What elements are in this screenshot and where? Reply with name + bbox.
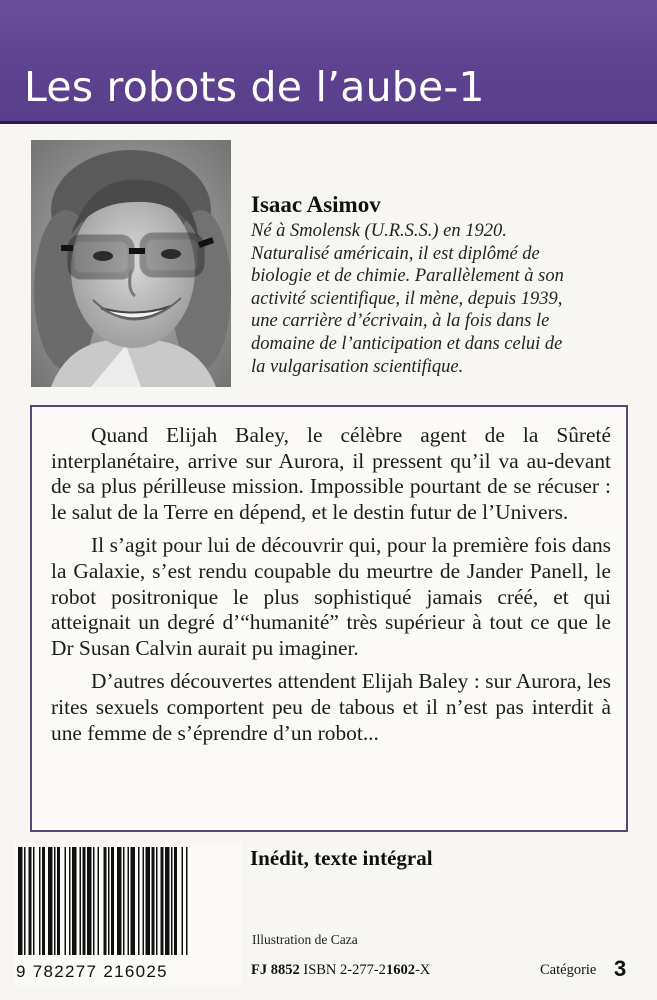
barcode-bar (54, 847, 56, 955)
barcode-bar (65, 847, 67, 955)
barcode-bar (48, 847, 53, 955)
author-bio-line: la vulgarisation scientifique. (251, 356, 464, 377)
barcode-bar (186, 847, 188, 955)
isbn-suffix: -X (414, 962, 431, 978)
barcode-bar (29, 847, 32, 955)
isbn-bold-part: 1602 (385, 962, 415, 978)
author-photo (31, 140, 231, 387)
barcode-bar (138, 847, 140, 955)
author-info (251, 190, 631, 378)
book-title: Les robots de l’aube-1 (24, 63, 485, 111)
isbn-line (251, 962, 430, 979)
barcode-bar (171, 847, 173, 955)
barcode-bar (182, 847, 184, 955)
barcode-bar (87, 847, 92, 955)
author-bio (251, 220, 631, 378)
synopsis-paragraph: Il s’agit pour lui de découvrir qui, pour la première fois dans la Galaxie, s’est rendu coupable du meurtre de Jander Panell, le robot positronique le plus sophistiqué jamais créé, et qui atteignait un degré d’“humanité” très supérieur à tout ce que le Dr Susan Calvin aurait pu imaginer. (51, 533, 611, 660)
author-bio-line: une carrière d’écrivain, à la fois dans le (251, 311, 550, 332)
barcode-bar (108, 847, 110, 955)
barcode-bar (111, 847, 114, 955)
barcode-bar (146, 847, 151, 955)
barcode-bar (98, 847, 100, 955)
isbn-prefix: ISBN 2-277-2 (303, 962, 386, 978)
barcode-bar (143, 847, 145, 955)
author-portrait-image (31, 140, 231, 387)
category-number: 3 (614, 956, 627, 981)
synopsis-paragraph: D’autres découvertes attendent Elijah Baley : sur Aurora, les rites sexuels comportent peu de tabous et il n’est pas interdit à une femme de s’éprendre d’un robot... (51, 669, 611, 745)
synopsis (51, 423, 611, 754)
barcode-bar (18, 847, 23, 955)
barcode-bar (80, 847, 82, 955)
barcode-bar (128, 847, 130, 955)
edition-note: Inédit, texte intégral (250, 846, 433, 870)
title-banner (0, 0, 657, 124)
author-bio-line: biologie et de chimie. Parallèlement à son (251, 266, 564, 287)
barcode-bar (104, 847, 107, 955)
author-bio-line: activité scientifique, il mène, depuis 1939, (251, 288, 563, 309)
barcode-bar (156, 847, 158, 955)
barcode-bar (152, 847, 155, 955)
barcode-bar (117, 847, 122, 955)
barcode-bar (123, 847, 125, 955)
barcode-bar (69, 847, 71, 955)
barcode-bar (174, 847, 177, 955)
barcode-bar (161, 847, 164, 955)
barcode-bar (93, 847, 95, 955)
barcode-bar (57, 847, 60, 955)
author-bio-line: Naturalisé américain, il est diplômé de (251, 243, 540, 264)
catalog-code: FJ 8852 (251, 962, 300, 978)
illustration-credit: Illustration de Caza (252, 932, 358, 947)
author-bio-line: domaine de l’anticipation et dans celui de (251, 333, 563, 354)
barcode-bar (83, 847, 86, 955)
synopsis-paragraph: Quand Elijah Baley, le célèbre agent de la Sûreté interplanétaire, arrive sur Aurora, il pressent qu’il va au-devant de sa plus périlleuse mission. Impossible pourtant de se récuser : le salut de la Terre en dépend, et le destin futur de l’Univers. (51, 423, 611, 524)
barcode-bars (14, 843, 242, 958)
barcode-number: 9 782277 216025 (16, 962, 168, 981)
author-bio-line: Né à Smolensk (U.R.S.S.) en 1920. (251, 221, 507, 241)
barcode-bar (165, 847, 170, 955)
barcode-bar (39, 847, 41, 955)
barcode-bar (131, 847, 136, 955)
barcode-bar (24, 847, 26, 955)
barcode-bar (72, 847, 77, 955)
barcode-bar (42, 847, 45, 955)
barcode-bar (33, 847, 35, 955)
author-name: Isaac Asimov (251, 192, 381, 217)
category-label: Catégorie (540, 962, 597, 978)
